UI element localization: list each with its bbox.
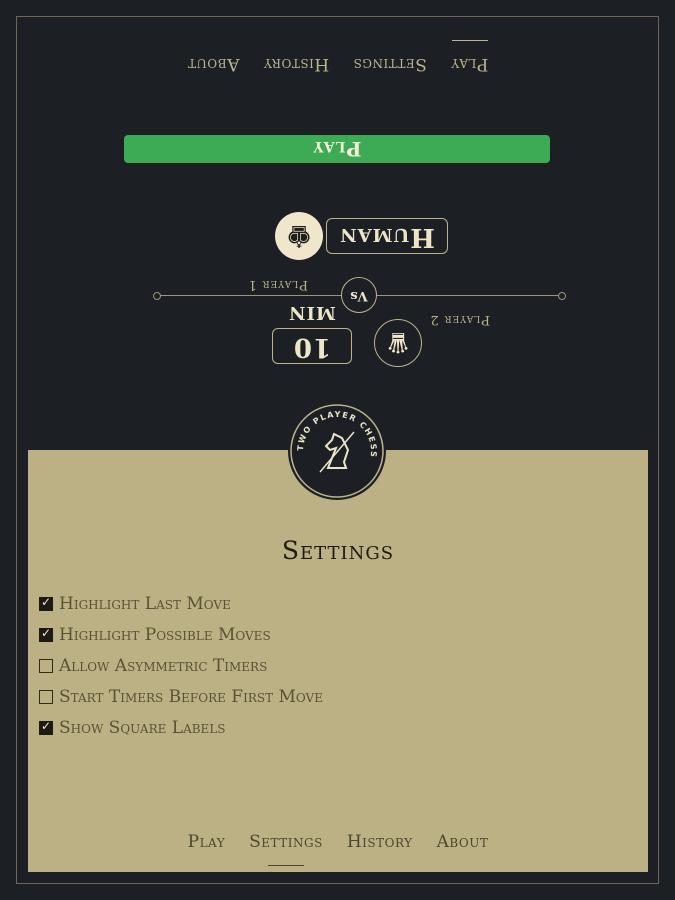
option-show-square-labels[interactable] bbox=[39, 718, 226, 738]
knight-icon bbox=[288, 402, 386, 500]
king-icon[interactable]: ♚ bbox=[275, 212, 323, 260]
divider-end-dot bbox=[153, 292, 161, 300]
settings-title: Settings bbox=[281, 536, 395, 565]
option-label: Show Square Labels bbox=[59, 718, 226, 738]
nav-about[interactable]: About bbox=[436, 832, 489, 852]
top-nav-settings[interactable]: Settings bbox=[353, 54, 427, 74]
checkbox[interactable] bbox=[39, 690, 53, 704]
nav-play[interactable]: Play bbox=[187, 832, 226, 852]
app-logo bbox=[288, 402, 386, 500]
settings-panel bbox=[28, 450, 648, 872]
player-type-button[interactable]: Human bbox=[326, 218, 448, 254]
checkbox[interactable] bbox=[39, 659, 53, 673]
option-allow-asymmetric-timers[interactable] bbox=[39, 656, 267, 676]
option-label: Highlight Possible Moves bbox=[59, 625, 271, 645]
top-nav bbox=[28, 48, 648, 74]
option-label: Allow Asymmetric Timers bbox=[59, 656, 268, 676]
checkbox[interactable] bbox=[39, 628, 53, 642]
top-nav-history[interactable]: History bbox=[263, 54, 330, 74]
nav-history[interactable]: History bbox=[346, 832, 413, 852]
vs-badge: Vs bbox=[341, 277, 377, 313]
svg-text:TWO PLAYER CHESS: TWO PLAYER CHESS bbox=[295, 409, 379, 459]
option-label: Start Timers Before First Move bbox=[59, 687, 323, 707]
time-control-button[interactable]: 10 min bbox=[272, 328, 352, 364]
nav-settings[interactable]: Settings bbox=[249, 832, 323, 858]
play-button[interactable]: Play bbox=[124, 135, 550, 163]
divider-end-dot bbox=[558, 292, 566, 300]
top-nav-play[interactable]: Play bbox=[451, 48, 489, 74]
queen-icon[interactable]: ♛ bbox=[374, 319, 422, 367]
checkbox[interactable] bbox=[39, 597, 53, 611]
option-start-timers-before-first-move[interactable] bbox=[39, 687, 323, 707]
bottom-nav bbox=[28, 832, 648, 858]
opponent-panel bbox=[28, 20, 648, 450]
option-label: Highlight Last Move bbox=[59, 594, 231, 614]
player2-label: Player 2 bbox=[429, 312, 490, 327]
option-highlight-possible-moves[interactable] bbox=[39, 625, 271, 645]
player1-label: Player 1 bbox=[247, 277, 308, 292]
checkbox[interactable] bbox=[39, 721, 53, 735]
top-nav-about[interactable]: About bbox=[187, 54, 240, 74]
option-highlight-last-move[interactable] bbox=[39, 594, 231, 614]
